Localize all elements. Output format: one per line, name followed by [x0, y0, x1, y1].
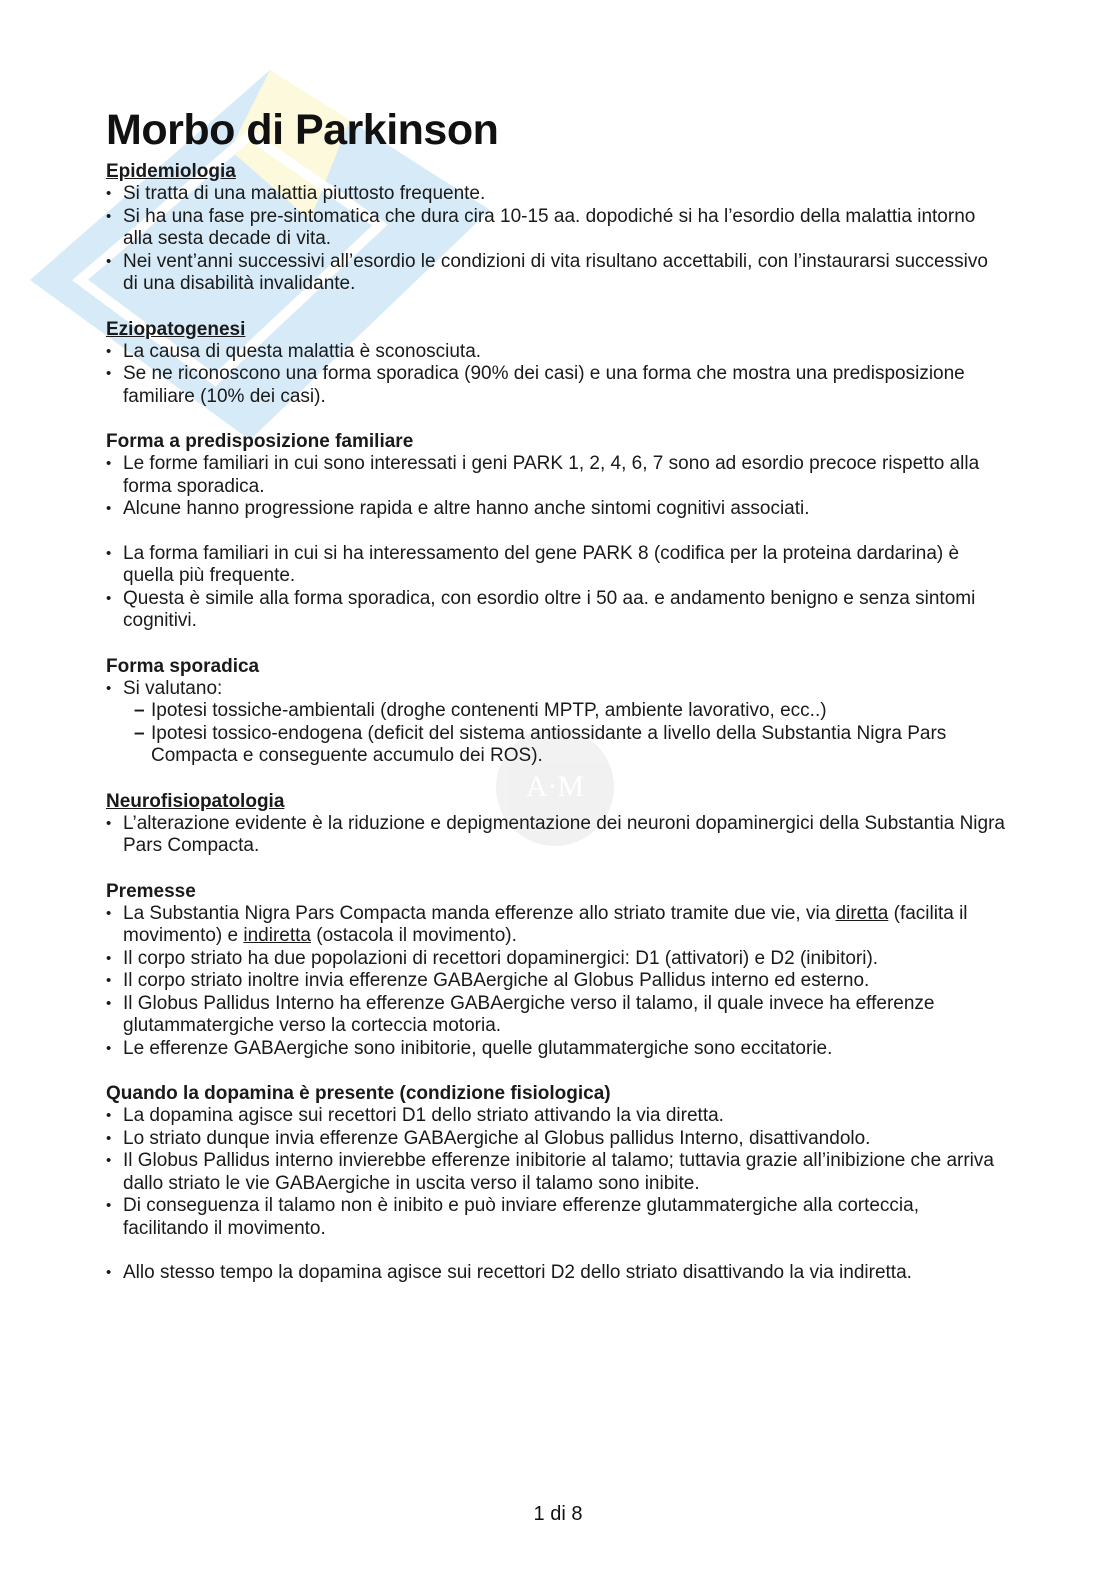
- list-item: • Le forme familiari in cui sono interessati i geni PARK 1, 2, 4, 6, 7 sono ad esordio precoce rispetto alla forma sporadica.: [106, 453, 1006, 498]
- spacer: [106, 1240, 1006, 1262]
- am-seal-text: A·M: [525, 770, 585, 803]
- list-item: • Lo striato dunque invia efferenze GABAergiche al Globus pallidus Interno, disattivandolo.: [106, 1128, 1006, 1151]
- list-item: • Le efferenze GABAergiche sono inibitorie, quelle glutammatergiche sono eccitatorie.: [106, 1038, 1006, 1061]
- list-item: • Nei vent’anni successivi all’esordio le condizioni di vita risultano accettabili, con l’instaurarsi successivo di una disabilità invalidante.: [106, 251, 1006, 296]
- list-item: • L’alterazione evidente è la riduzione e depigmentazione dei neuroni dopaminergici della Substantia Nigra Pars Compacta.: [106, 813, 1006, 858]
- list-item: • La causa di questa malattia è sconosciuta.: [106, 341, 1006, 364]
- sub-list-item: – Ipotesi tossico-endogena (deficit del sistema antiossidante a livello della Substantia Nigra Pars Compacta e conseguente accumulo dei ROS).: [134, 723, 1006, 768]
- bullet-list: [106, 183, 1006, 296]
- section-heading: Neurofisiopatologia: [106, 790, 285, 812]
- sub-list-item: – Ipotesi tossiche-ambientali (droghe contenenti MPTP, ambiente lavorativo, ecc..): [134, 700, 1006, 723]
- bullet-list: [106, 543, 1006, 633]
- section-dopamina: [106, 1082, 1006, 1285]
- section-heading: Forma a predisposizione familiare: [106, 431, 414, 452]
- bullet-list: [106, 453, 1006, 521]
- dash-list: [106, 700, 1006, 768]
- page-title: Morbo di Parkinson: [106, 106, 499, 154]
- section-neurofisiopatologia: [106, 790, 1006, 858]
- section-epidemiologia: [106, 160, 1006, 296]
- page-number: [0, 1503, 1116, 1526]
- text-fragment: (facilita il movimento) e: [123, 902, 968, 946]
- section-heading: Forma sporadica: [106, 655, 260, 677]
- list-item: [106, 678, 1006, 701]
- section-familiare: [106, 430, 1006, 633]
- list-item: • Se ne riconoscono una forma sporadica (90% dei casi) e una forma che mostra una predisposizione familiare (10% dei casi).: [106, 363, 1006, 408]
- list-item: • Alcune hanno progressione rapida e altre hanno anche sintomi cognitivi associati.: [106, 498, 1006, 521]
- list-item: [106, 903, 1006, 948]
- list-item: • Si ha una fase pre-sintomatica che dura cira 10-15 aa. dopodiché si ha l’esordio della malattia intorno alla sesta decade di vita.: [106, 206, 1006, 251]
- list-item: • Il corpo striato inoltre invia efferenze GABAergiche al Globus Pallidus interno ed esterno.: [106, 970, 1006, 993]
- list-item: • Questa è simile alla forma sporadica, con esordio oltre i 50 aa. e andamento benigno e senza sintomi cognitivi.: [106, 588, 1006, 633]
- spacer: [106, 521, 1006, 543]
- list-item-lead: Si valutano:: [123, 677, 223, 699]
- section-premesse: [106, 880, 1006, 1061]
- list-item: • La forma familiari in cui si ha interessamento del gene PARK 8 (codifica per la proteina dardarina) è quella più frequente.: [106, 543, 1006, 588]
- section-heading: Eziopatogenesi: [106, 318, 246, 340]
- section-heading: Premesse: [106, 880, 196, 902]
- bullet-list: [106, 678, 1006, 701]
- list-item: • Il Globus Pallidus interno invierebbe efferenze inibitorie al talamo; tuttavia grazie all’inibizione che arriva dallo striato le vie GABAergiche in uscita verso il talamo sono inibite.: [106, 1150, 1006, 1195]
- section-heading: Quando la dopamina è presente (condizione fisiologica): [106, 1083, 611, 1104]
- list-item: • La dopamina agisce sui recettori D1 dello striato attivando la via diretta.: [106, 1105, 1006, 1128]
- section-sporadica: [106, 655, 1006, 768]
- underlined-term-diretta: diretta: [835, 902, 889, 924]
- bullet-list: [106, 903, 1006, 1061]
- bullet-list: [106, 813, 1006, 858]
- list-item: • Il Globus Pallidus Interno ha efferenze GABAergiche verso il talamo, il quale invece ha efferenze glutammatergiche verso la corteccia motoria.: [106, 993, 1006, 1038]
- page-total: 8: [571, 1503, 583, 1525]
- underlined-term-indiretta: indiretta: [243, 925, 311, 946]
- bullet-list: [106, 1105, 1006, 1240]
- section-eziopatogenesi: [106, 318, 1006, 409]
- page-current: 1: [533, 1503, 545, 1525]
- list-item: • Di conseguenza il talamo non è inibito e può inviare efferenze glutammatergiche alla corteccia, facilitando il movimento.: [106, 1195, 1006, 1240]
- page-separator: di: [550, 1503, 566, 1525]
- bullet-list: [106, 341, 1006, 409]
- text-fragment: La Substantia Nigra Pars Compacta manda efferenze allo striato tramite due vie, via: [123, 902, 836, 924]
- text-fragment: (ostacola il movimento).: [310, 925, 517, 946]
- section-heading: Epidemiologia: [106, 161, 236, 182]
- list-item: • Si tratta di una malattia piuttosto frequente.: [106, 183, 1006, 206]
- document-body: [106, 104, 1006, 1307]
- list-item: • Allo stesso tempo la dopamina agisce sui recettori D2 dello striato disattivando la via indiretta.: [106, 1262, 1006, 1285]
- list-item: • Il corpo striato ha due popolazioni di recettori dopaminergici: D1 (attivatori) e D2 (inibitori).: [106, 948, 1006, 971]
- bullet-list: [106, 1262, 1006, 1285]
